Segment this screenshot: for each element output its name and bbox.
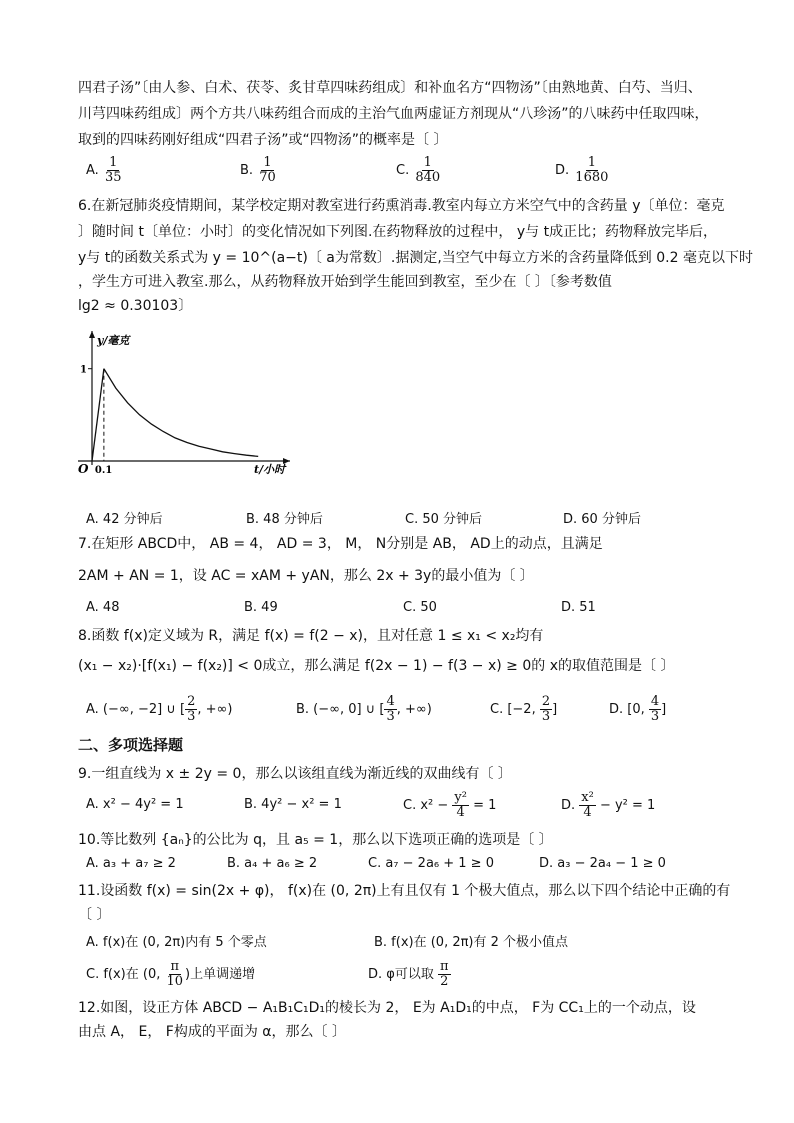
q8-option-b[interactable]: B. (−∞, 0] ∪ [ $\frac{4}{3}$ , +∞) bbox=[296, 694, 432, 724]
q12-text-line-1: 12.如图，设正方体 ABCD − A₁B₁C₁D₁的棱长为 2， E为 A₁D₁的中点， F为 CC₁上的一个动点，设 bbox=[78, 1000, 696, 1016]
fraction: $\frac{4}{3}$ bbox=[650, 694, 660, 724]
q6-text-line-3: y与 t的函数关系式为 y = 10^(a−t)〔 a为常数〕.据测定,当空气中每立方米的含药量降低到 0.2 毫克以下时 bbox=[78, 250, 753, 266]
q5-text-line-2: 川芎四味药组成〕两个方共八味药组合而成的主治气血两虚证方剂现从“八珍汤”的八味药中任取四味， bbox=[78, 106, 709, 122]
q11-text-line-1: 11.设函数 f(x) = sin(2x + φ)， f(x)在 (0, 2π)上有且仅有 1 个极大值点，那么以下四个结论中正确的有 bbox=[78, 883, 731, 899]
section-heading: 二、多项选择题 bbox=[78, 736, 184, 754]
q7-option-c[interactable]: C. 50 bbox=[403, 600, 437, 615]
q6-text-line-4: ，学生方可进入教室.那么，从药物释放开始到学生能回到教室，至少在〔 〕〔参考数值 bbox=[78, 274, 612, 290]
q11-option-a[interactable]: A. f(x)在 (0, 2π)内有 5 个零点 bbox=[86, 935, 267, 950]
q6-option-a[interactable]: A. 42 分钟后 bbox=[86, 512, 163, 527]
q6-text-line-5: lg2 ≈ 0.30103〕 bbox=[78, 298, 193, 314]
series-line-rise bbox=[92, 369, 104, 461]
q5-text-line-1: 四君子汤”〔由人参、白术、茯苓、炙甘草四味药组成〕和补血名方“四物汤”〔由熟地黄、白芍、当归、 bbox=[78, 80, 702, 96]
fraction: $\frac{1}{1680}$ bbox=[575, 155, 609, 185]
q6-option-d[interactable]: D. 60 分钟后 bbox=[563, 512, 641, 527]
q6-option-b[interactable]: B. 48 分钟后 bbox=[246, 512, 323, 527]
origin-label: O bbox=[78, 462, 89, 476]
dose-time-chart bbox=[70, 325, 300, 485]
fraction: $\frac{\pi}{10}$ bbox=[166, 959, 184, 989]
x-tick-label: 0.1 bbox=[94, 465, 113, 476]
q9-option-b[interactable]: B. 4y² − x² = 1 bbox=[244, 797, 342, 812]
q12-text-line-2: 由点 A， E， F构成的平面为 α，那么〔 〕 bbox=[78, 1024, 346, 1040]
q6-text-line-1: 6.在新冠肺炎疫情期间，某学校定期对教室进行药熏消毒.教室内每立方米空气中的含药量 y〔单位：毫克 bbox=[78, 198, 725, 214]
fraction: $\frac{\text{x²}}{4}$ bbox=[581, 790, 594, 820]
q11-option-d[interactable]: D. φ可以取 $\frac{\pi}{2}$ bbox=[368, 959, 449, 989]
q9-text-line-1: 9.一组直线为 x ± 2y = 0，那么以该组直线为渐近线的双曲线有〔 〕 bbox=[78, 766, 512, 782]
q8-option-a[interactable]: A. (−∞, −2] ∪ [ $\frac{2}{3}$ , +∞) bbox=[86, 694, 233, 724]
fraction: $\frac{1}{840}$ bbox=[415, 155, 441, 185]
fraction: $\frac{2}{3}$ bbox=[541, 694, 551, 724]
q10-option-a[interactable]: A. a₃ + a₇ ≥ 2 bbox=[86, 856, 176, 871]
q5-option-d[interactable]: D. $\frac{1}{1680}$ bbox=[555, 155, 609, 185]
q7-option-a[interactable]: A. 48 bbox=[86, 600, 120, 615]
series-line-decay bbox=[104, 369, 258, 457]
q8-text-line-2: (x₁ − x₂)·[f(x₁) − f(x₂)] < 0成立，那么满足 f(2x − 1) − f(3 − x) ≥ 0的 x的取值范围是〔 〕 bbox=[78, 658, 675, 674]
q11-option-b[interactable]: B. f(x)在 (0, 2π)有 2 个极小值点 bbox=[374, 935, 569, 950]
q5-text-line-3: 取到的四味药刚好组成“四君子汤”或“四物汤”的概率是〔 〕 bbox=[78, 132, 448, 148]
q9-option-a[interactable]: A. x² − 4y² = 1 bbox=[86, 797, 184, 812]
q7-text-line-1: 7.在矩形 ABCD中， AB = 4， AD = 3， M， N分别是 AB， AD上的动点，且满足 bbox=[78, 536, 603, 552]
fraction: $\frac{2}{3}$ bbox=[187, 694, 196, 724]
q7-option-b[interactable]: B. 49 bbox=[244, 600, 278, 615]
x-axis-label: t/小时 bbox=[254, 463, 286, 476]
fraction: $\frac{4}{3}$ bbox=[386, 694, 395, 724]
q8-text-line-1: 8.函数 f(x)定义域为 R，满足 f(x) = f(2 − x)，且对任意 1 ≤ x₁ < x₂均有 bbox=[78, 628, 544, 644]
q11-option-c[interactable]: C. f(x)在 (0, $\frac{\pi}{10}$ )上单调递增 bbox=[86, 959, 256, 989]
fraction: $\frac{1}{70}$ bbox=[259, 155, 276, 185]
q10-option-b[interactable]: B. a₄ + a₆ ≥ 2 bbox=[227, 856, 318, 871]
q10-option-c[interactable]: C. a₇ − 2a₆ + 1 ≥ 0 bbox=[368, 856, 494, 871]
q5-option-b[interactable]: B. $\frac{1}{70}$ bbox=[240, 155, 276, 185]
q9-option-c[interactable]: C. x² − $\frac{\text{y²}}{4}$ = 1 bbox=[403, 790, 497, 820]
q5-option-a[interactable]: A. $\frac{1}{35}$ bbox=[86, 155, 122, 185]
q11-text-line-2: 〔 〕 bbox=[78, 907, 111, 923]
y-axis-label: y/毫克 bbox=[97, 334, 130, 347]
q8-option-d[interactable]: D. [0, $\frac{4}{3}$ ] bbox=[609, 694, 667, 724]
q7-option-d[interactable]: D. 51 bbox=[561, 600, 596, 615]
y-tick-label: 1 bbox=[80, 364, 87, 376]
q9-option-d[interactable]: D. $\frac{\text{x²}}{4}$ − y² = 1 bbox=[561, 790, 656, 820]
y-axis-arrow bbox=[89, 331, 95, 338]
q5-option-c[interactable]: C. $\frac{1}{840}$ bbox=[396, 155, 441, 185]
q6-text-line-2: 〕随时间 t〔单位：小时〕的变化情况如下列图.在药物释放的过程中， y与 t成正比；药物释放完毕后， bbox=[78, 224, 718, 240]
q6-option-c[interactable]: C. 50 分钟后 bbox=[405, 512, 483, 527]
fraction: $\frac{\text{y²}}{4}$ bbox=[454, 790, 467, 820]
fraction: $\frac{1}{35}$ bbox=[104, 155, 122, 185]
fraction: $\frac{\pi}{2}$ bbox=[439, 959, 449, 989]
q10-text-line-1: 10.等比数列 {aₙ}的公比为 q，且 a₅ = 1，那么以下选项正确的选项是〔 〕 bbox=[78, 832, 553, 848]
q8-option-c[interactable]: C. [−2, $\frac{2}{3}$ ] bbox=[490, 694, 558, 724]
q10-option-d[interactable]: D. a₃ − 2a₄ − 1 ≥ 0 bbox=[539, 856, 666, 871]
q7-text-line-2: 2AM + AN = 1，设 AC = xAM + yAN，那么 2x + 3y的最小值为〔 〕 bbox=[78, 568, 534, 584]
